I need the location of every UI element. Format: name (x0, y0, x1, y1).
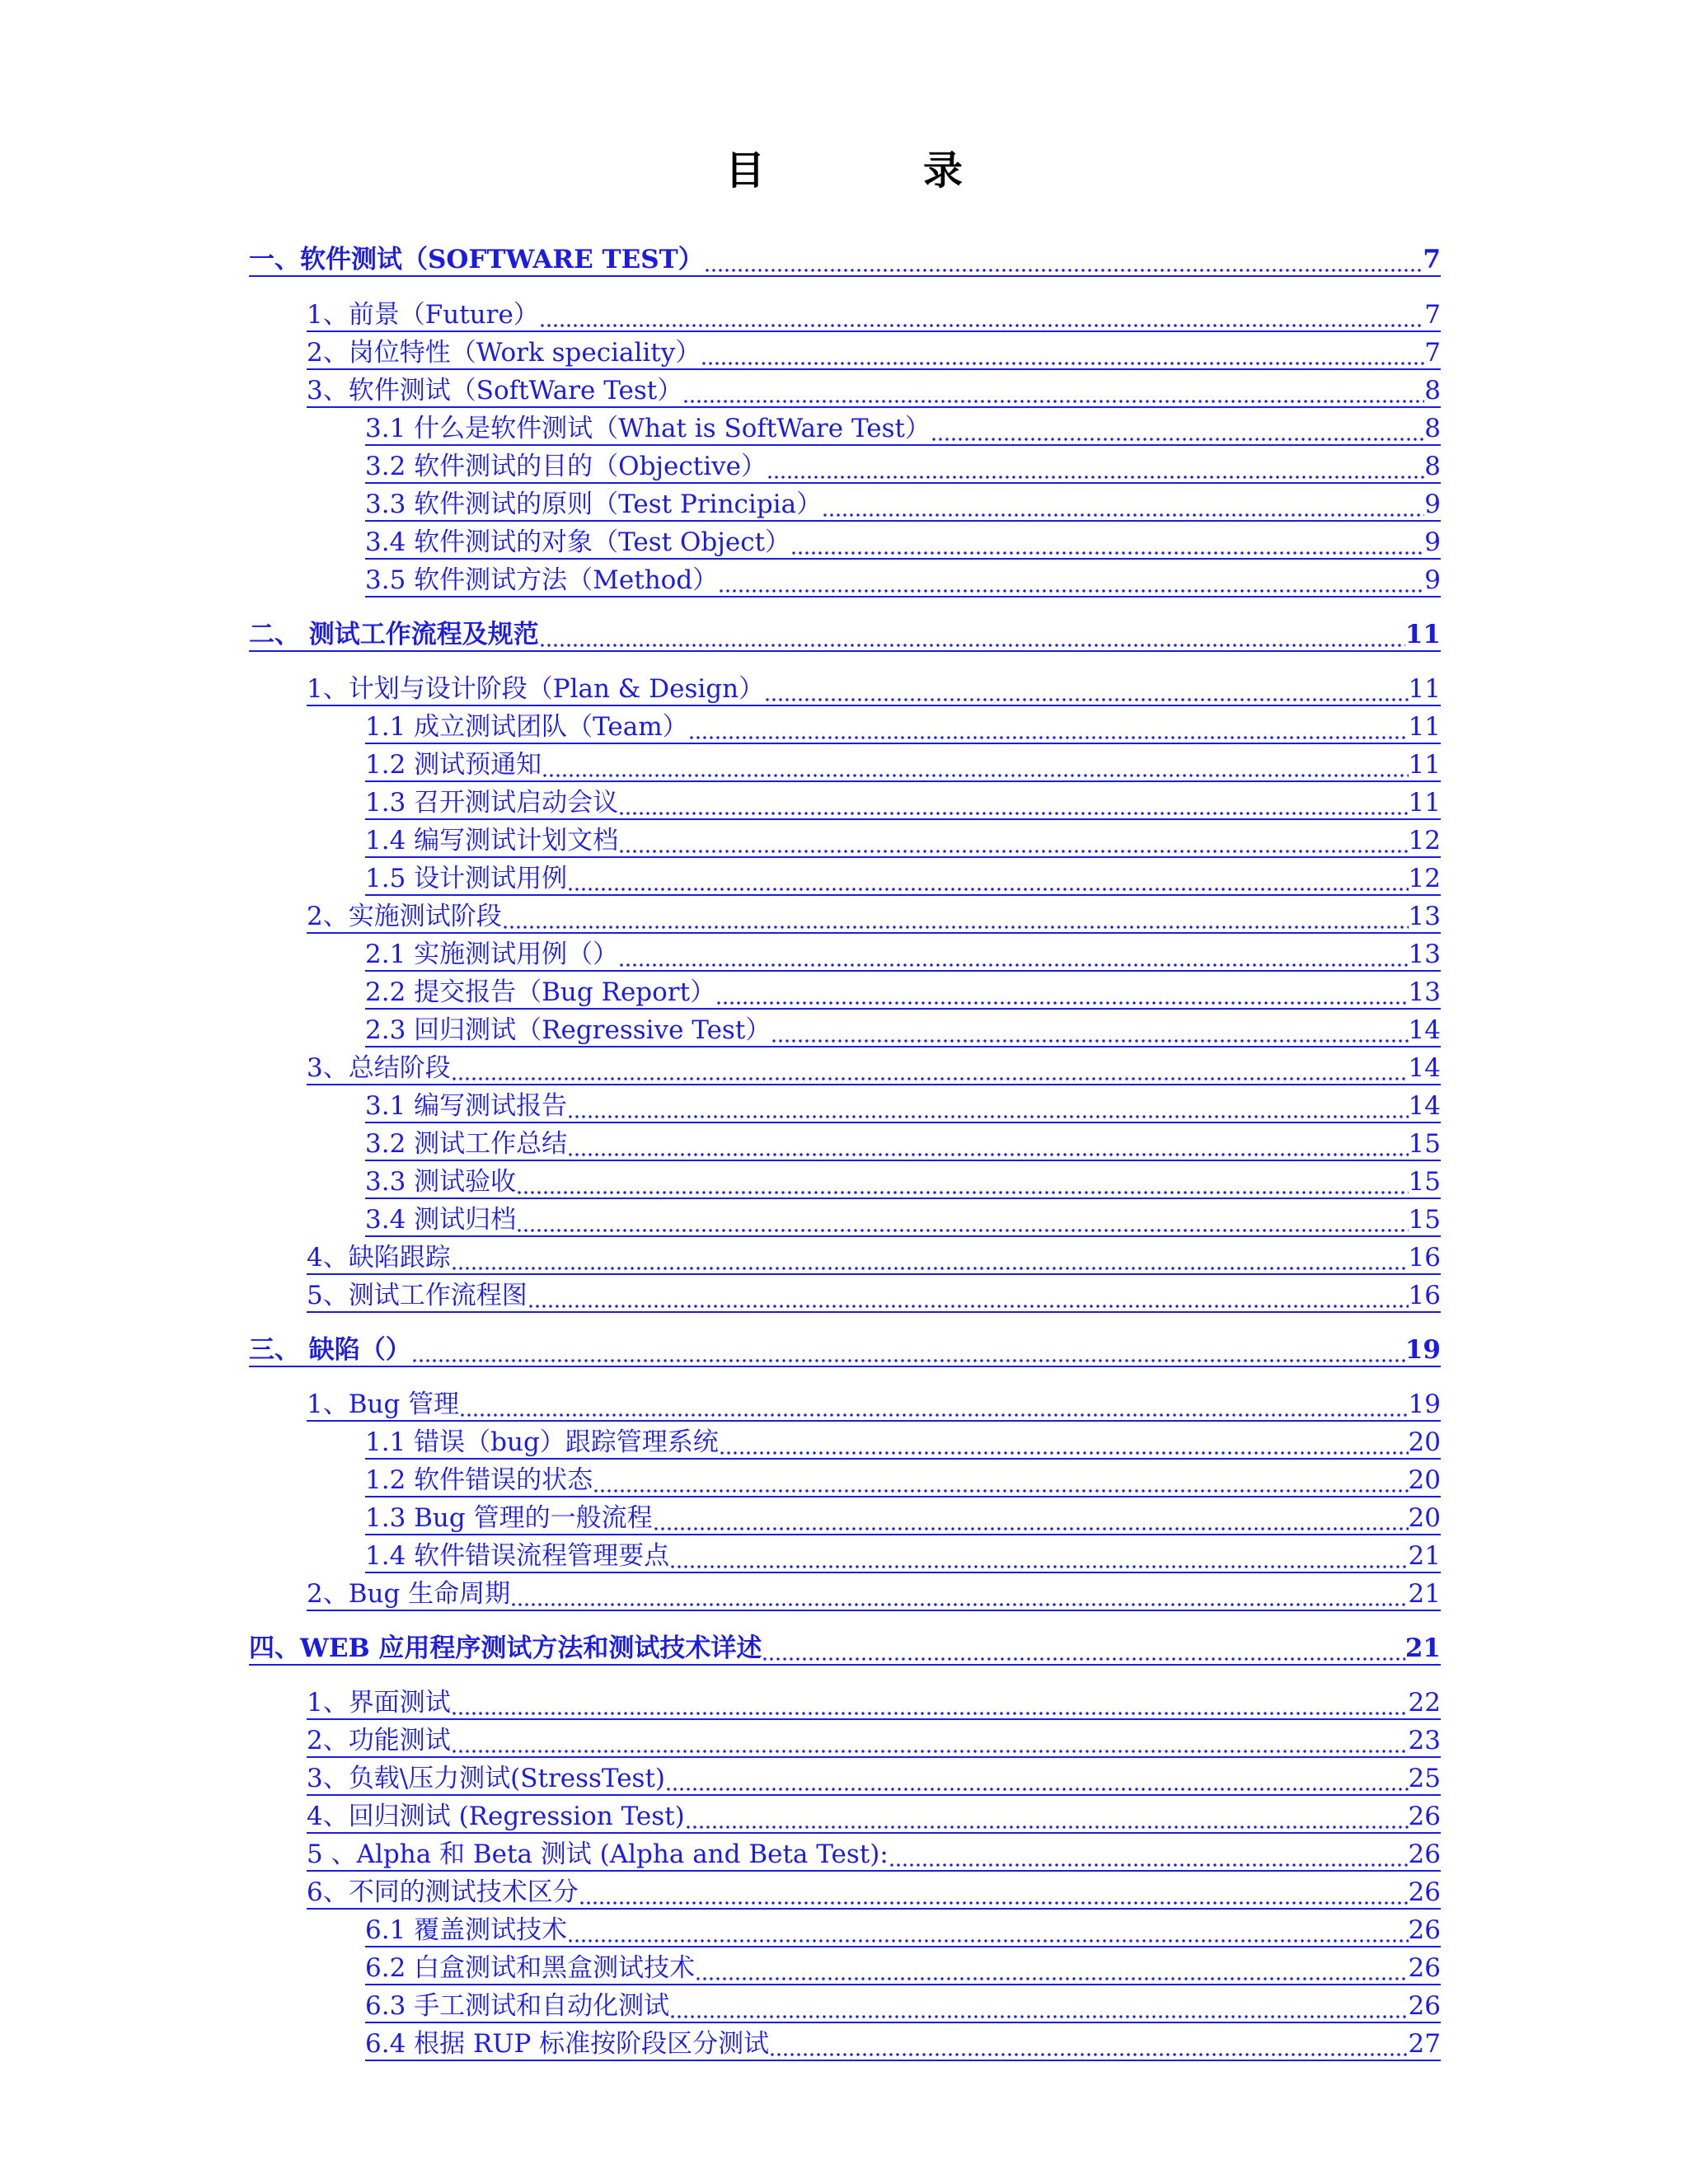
toc-leader-dots (567, 1128, 1408, 1161)
toc-entry-title: 2.1 实施测试用例（） (365, 939, 618, 972)
toc-page-number: 26 (1409, 1990, 1441, 2023)
toc-entry-level-2[interactable] (307, 1763, 1441, 1796)
toc-entry-level-1[interactable] (249, 244, 1441, 277)
toc-entry-level-2[interactable] (307, 1839, 1441, 1872)
toc-entry-title: 3、软件测试（SoftWare Test） (307, 375, 682, 408)
toc-leader-dots (719, 1427, 1409, 1460)
toc-page-number: 23 (1409, 1725, 1441, 1758)
toc-entry-title: 1.2 测试预通知 (365, 749, 542, 782)
toc-entry-level-3[interactable] (365, 787, 1441, 820)
toc-entry-level-3[interactable] (365, 749, 1441, 782)
toc-page-number: 15 (1409, 1204, 1441, 1237)
toc-leader-dots (771, 1015, 1408, 1047)
toc-entry-title: 3.4 软件测试的对象（Test Object） (365, 527, 790, 560)
toc-page-number: 9 (1424, 527, 1441, 560)
toc-leader-dots (653, 1502, 1409, 1535)
toc-leader-dots (451, 1687, 1409, 1720)
toc-entry-title: 1.5 设计测试用例 (365, 863, 567, 896)
toc-leader-dots (567, 1090, 1408, 1123)
toc-leader-dots (618, 825, 1408, 858)
toc-entry-level-2[interactable] (307, 375, 1441, 408)
toc-entry-level-2[interactable] (307, 337, 1441, 370)
toc-page-number: 8 (1424, 413, 1441, 446)
toc-page-number: 16 (1409, 1280, 1441, 1313)
toc-leader-dots (516, 1204, 1408, 1237)
toc-entry-title: 1.4 软件错误流程管理要点 (365, 1540, 669, 1573)
toc-entry-title: 1、计划与设计阶段（Plan & Design） (307, 673, 764, 706)
toc-entry-title: 6.2 白盒测试和黑盒测试技术 (365, 1952, 695, 1985)
toc-leader-dots (516, 1166, 1408, 1199)
toc-page-number: 7 (1424, 299, 1441, 332)
toc-entry-title: 3.3 软件测试的原则（Test Principia） (365, 489, 822, 522)
toc-page-number: 14 (1409, 1052, 1441, 1085)
toc-entry-level-3[interactable] (365, 565, 1441, 598)
toc-entry-level-3[interactable] (365, 1015, 1441, 1047)
toc-entry-title: 二、 测试工作流程及规范 (249, 619, 539, 652)
toc-page-number: 26 (1409, 1839, 1441, 1872)
toc-entry-title: 6、不同的测试技术区分 (307, 1877, 579, 1910)
toc-page-number: 22 (1409, 1687, 1441, 1720)
toc-entry-title: 3、总结阶段 (307, 1052, 451, 1085)
toc-page-number: 14 (1409, 1090, 1441, 1123)
toc-entry-level-2[interactable] (307, 1725, 1441, 1758)
toc-leader-dots (459, 1389, 1408, 1422)
toc-entry-level-3[interactable] (365, 451, 1441, 484)
toc-page-number: 11 (1409, 787, 1441, 820)
toc-page-number: 26 (1409, 1877, 1441, 1910)
toc-page-number: 9 (1424, 565, 1441, 598)
toc-entry-level-3[interactable] (365, 1090, 1441, 1123)
toc-entry-title: 1.3 召开测试启动会议 (365, 787, 618, 820)
toc-entry-level-3[interactable] (365, 863, 1441, 896)
toc-entry-title: 3.3 测试验收 (365, 1166, 516, 1199)
toc-entry-level-3[interactable] (365, 977, 1441, 1010)
toc-entry-level-2[interactable] (307, 299, 1441, 332)
toc-entry-level-3[interactable] (365, 1128, 1441, 1161)
toc-leader-dots (715, 977, 1408, 1010)
toc-page-number: 12 (1409, 863, 1441, 896)
page-title: 目 录 (724, 148, 1022, 194)
toc-entry-level-3[interactable] (365, 1540, 1441, 1573)
toc-entry-level-2[interactable] (307, 1280, 1441, 1313)
toc-leader-dots (451, 1725, 1409, 1758)
toc-entry-level-2[interactable] (307, 1578, 1441, 1611)
toc-page-number: 21 (1405, 1633, 1441, 1666)
toc-entry-title: 3.1 什么是软件测试（What is SoftWare Test） (365, 413, 931, 446)
toc-entry-level-2[interactable] (307, 1877, 1441, 1910)
toc-page-number: 19 (1405, 1334, 1441, 1367)
toc-entry-title: 1.3 Bug 管理的一般流程 (365, 1502, 653, 1535)
toc-entry-level-3[interactable] (365, 1915, 1441, 1947)
toc-leader-dots (688, 711, 1409, 744)
toc-entry-title: 5 、Alpha 和 Beta 测试 (Alpha and Beta Test): (307, 1839, 889, 1872)
toc-entry-title: 2.3 回归测试（Regressive Test） (365, 1015, 771, 1047)
toc-leader-dots (539, 619, 1405, 652)
toc-leader-dots (539, 299, 1424, 332)
toc-entry-level-1[interactable] (249, 1334, 1441, 1367)
toc-entry-title: 6.3 手工测试和自动化测试 (365, 1990, 669, 2023)
toc-leader-dots (790, 527, 1424, 560)
toc-entry-title: 2.2 提交报告（Bug Report） (365, 977, 715, 1010)
toc-leader-dots (685, 1801, 1409, 1834)
toc-page-number: 8 (1424, 451, 1441, 484)
toc-leader-dots (510, 1578, 1408, 1611)
toc-entry-level-3[interactable] (365, 939, 1441, 972)
toc-entry-level-3[interactable] (365, 489, 1441, 522)
toc-page-number: 20 (1409, 1465, 1441, 1497)
toc-entry-level-2[interactable] (307, 1801, 1441, 1834)
toc-leader-dots (695, 1952, 1408, 1985)
toc-entry-title: 1、前景（Future） (307, 299, 539, 332)
toc-entry-level-3[interactable] (365, 413, 1441, 446)
toc-leader-dots (411, 1334, 1405, 1367)
toc-entry-level-3[interactable] (365, 2028, 1441, 2061)
toc-leader-dots (451, 1052, 1409, 1085)
toc-entry-level-3[interactable] (365, 1427, 1441, 1460)
toc-entry-level-2[interactable] (307, 901, 1441, 934)
toc-page-number: 12 (1409, 825, 1441, 858)
toc-entry-level-2[interactable] (307, 1389, 1441, 1422)
toc-page-number: 20 (1409, 1502, 1441, 1535)
toc-entry-title: 2、岗位特性（Work speciality） (307, 337, 701, 370)
toc-page-number: 26 (1409, 1952, 1441, 1985)
toc-entry-title: 6.1 覆盖测试技术 (365, 1915, 567, 1947)
toc-leader-dots (665, 1763, 1409, 1796)
toc-page-number: 7 (1424, 337, 1441, 370)
toc-page-number: 11 (1409, 711, 1441, 744)
toc-entry-level-3[interactable] (365, 1166, 1441, 1199)
toc-leader-dots (593, 1465, 1408, 1497)
toc-entry-level-2[interactable] (307, 673, 1441, 706)
toc-leader-dots (567, 1915, 1408, 1947)
toc-page-number: 25 (1409, 1763, 1441, 1796)
toc-page-number: 13 (1409, 977, 1441, 1010)
toc-page-number: 9 (1424, 489, 1441, 522)
toc-leader-dots (502, 901, 1409, 934)
toc-leader-dots (542, 749, 1408, 782)
toc-page-number: 8 (1424, 375, 1441, 408)
toc-leader-dots (669, 1990, 1408, 2023)
toc-page-number: 15 (1409, 1166, 1441, 1199)
toc-entry-title: 5、测试工作流程图 (307, 1280, 528, 1313)
toc-leader-dots (528, 1280, 1409, 1313)
toc-page-number: 13 (1409, 939, 1441, 972)
toc-entry-title: 2、功能测试 (307, 1725, 451, 1758)
toc-page-number: 21 (1409, 1578, 1441, 1611)
toc-page-number: 26 (1409, 1915, 1441, 1947)
toc-entry-level-1[interactable] (249, 1633, 1441, 1666)
toc-entry-title: 3.2 软件测试的目的（Objective） (365, 451, 767, 484)
toc-page-number: 11 (1409, 749, 1441, 782)
toc-page-number: 15 (1409, 1128, 1441, 1161)
toc-leader-dots (704, 244, 1423, 277)
toc-entry-title: 3.4 测试归档 (365, 1204, 516, 1237)
toc-leader-dots (764, 673, 1408, 706)
toc-entry-level-3[interactable] (365, 1465, 1441, 1497)
toc-page-number: 21 (1409, 1540, 1441, 1573)
toc-entry-title: 3.2 测试工作总结 (365, 1128, 567, 1161)
toc-leader-dots (767, 451, 1424, 484)
toc-entry-title: 4、回归测试 (Regression Test) (307, 1801, 685, 1834)
toc-entry-title: 3、负载\压力测试(StressTest) (307, 1763, 665, 1796)
toc-leader-dots (567, 863, 1408, 896)
toc-entry-level-1[interactable] (249, 619, 1441, 652)
toc-leader-dots (682, 375, 1424, 408)
toc-page-number: 16 (1409, 1242, 1441, 1275)
toc-leader-dots (669, 1540, 1408, 1573)
toc-leader-dots (618, 939, 1408, 972)
toc-page-number: 20 (1409, 1427, 1441, 1460)
toc-entry-title: 一、软件测试（SOFTWARE TEST） (249, 244, 704, 277)
toc-entry-level-2[interactable] (307, 1687, 1441, 1720)
toc-page-number: 27 (1409, 2028, 1441, 2061)
toc-entry-title: 四、WEB 应用程序测试方法和测试技术详述 (249, 1633, 762, 1666)
toc-leader-dots (889, 1839, 1409, 1872)
toc-entry-title: 1.2 软件错误的状态 (365, 1465, 593, 1497)
toc-entry-level-3[interactable] (365, 1952, 1441, 1985)
toc-entry-title: 1、Bug 管理 (307, 1389, 459, 1422)
toc-leader-dots (618, 787, 1408, 820)
toc-page-number: 7 (1423, 244, 1441, 277)
toc-entry-title: 3.5 软件测试方法（Method） (365, 565, 718, 598)
toc-entry-level-3[interactable] (365, 825, 1441, 858)
toc-entry-level-2[interactable] (307, 1242, 1441, 1275)
toc-leader-dots (451, 1242, 1409, 1275)
toc-page-number: 26 (1409, 1801, 1441, 1834)
toc-leader-dots (579, 1877, 1409, 1910)
toc-entry-title: 1、界面测试 (307, 1687, 451, 1720)
toc-entry-title: 4、缺陷跟踪 (307, 1242, 451, 1275)
toc-entry-level-3[interactable] (365, 711, 1441, 744)
toc-entry-title: 1.1 成立测试团队（Team） (365, 711, 688, 744)
toc-leader-dots (769, 2028, 1408, 2061)
toc-leader-dots (931, 413, 1424, 446)
toc-leader-dots (762, 1633, 1404, 1666)
toc-page-number: 11 (1405, 619, 1441, 652)
toc-entry-level-3[interactable] (365, 1204, 1441, 1237)
toc-page-number: 14 (1409, 1015, 1441, 1047)
toc-entry-title: 2、实施测试阶段 (307, 901, 502, 934)
toc-page-number: 19 (1409, 1389, 1441, 1422)
toc-entry-title: 3.1 编写测试报告 (365, 1090, 567, 1123)
toc-leader-dots (822, 489, 1424, 522)
toc-entry-level-3[interactable] (365, 527, 1441, 560)
toc-page-number: 11 (1409, 673, 1441, 706)
toc-leader-dots (718, 565, 1424, 598)
toc-leader-dots (701, 337, 1424, 370)
toc-page-number: 13 (1409, 901, 1441, 934)
toc-entry-title: 1.1 错误（bug）跟踪管理系统 (365, 1427, 719, 1460)
toc-entry-title: 6.4 根据 RUP 标准按阶段区分测试 (365, 2028, 769, 2061)
toc-entry-level-3[interactable] (365, 1990, 1441, 2023)
toc-entry-level-3[interactable] (365, 1502, 1441, 1535)
toc-entry-title: 2、Bug 生命周期 (307, 1578, 510, 1611)
toc-entry-title: 1.4 编写测试计划文档 (365, 825, 618, 858)
toc-entry-title: 三、 缺陷（） (249, 1334, 411, 1367)
toc-entry-level-2[interactable] (307, 1052, 1441, 1085)
